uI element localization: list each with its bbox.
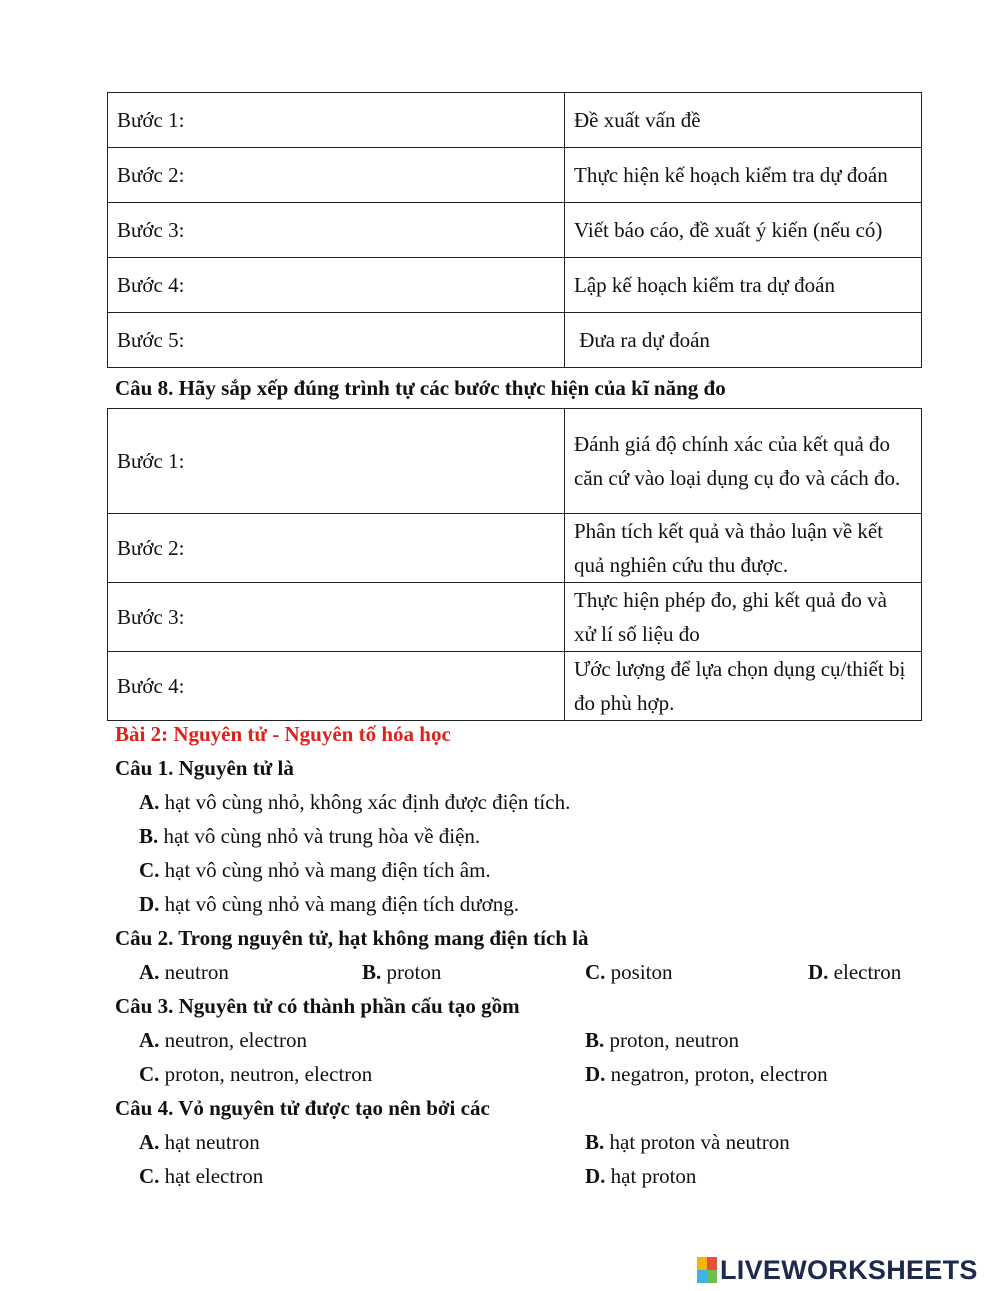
logo-mark-icon xyxy=(697,1257,717,1283)
question-1-option-a xyxy=(139,788,570,816)
option-letter: B. xyxy=(585,1130,605,1154)
question-4-option-d xyxy=(585,1162,696,1190)
table-row xyxy=(108,652,922,721)
option-letter: D. xyxy=(808,960,829,984)
question-2-option-a xyxy=(139,958,229,986)
option-text: hạt vô cùng nhỏ, không xác định được điện tích. xyxy=(159,790,571,814)
question-1-title: Câu 1. Nguyên tử là xyxy=(115,756,294,780)
option-letter: C. xyxy=(139,1164,160,1188)
table-row xyxy=(108,409,922,514)
table-row xyxy=(108,258,922,313)
step-label: Bước 3: xyxy=(108,203,565,258)
step-label: Bước 1: xyxy=(108,93,565,148)
logo-square-icon xyxy=(697,1257,707,1270)
option-text: neutron xyxy=(159,960,229,984)
question-2-option-b xyxy=(362,958,441,986)
logo-square-icon xyxy=(707,1270,717,1283)
option-letter: D. xyxy=(585,1062,606,1086)
lesson-title: Bài 2: Nguyên tử - Nguyên tố hóa học xyxy=(115,722,451,746)
steps-table-2 xyxy=(107,408,922,721)
option-letter: B. xyxy=(585,1028,605,1052)
table-row xyxy=(108,514,922,583)
option-letter: A. xyxy=(139,1028,160,1052)
option-text: hạt vô cùng nhỏ và trung hòa về điện. xyxy=(158,824,481,848)
question-8-title: Câu 8. Hãy sắp xếp đúng trình tự các bước thực hiện của kĩ năng đo xyxy=(115,376,726,400)
option-letter: D. xyxy=(585,1164,606,1188)
step-description: Viết báo cáo, đề xuất ý kiến (nếu có) xyxy=(565,203,922,258)
option-text: proton, neutron xyxy=(604,1028,739,1052)
option-letter: C. xyxy=(139,858,160,882)
step-label: Bước 4: xyxy=(108,258,565,313)
option-letter: B. xyxy=(362,960,382,984)
option-text: neutron, electron xyxy=(159,1028,307,1052)
question-2-option-d xyxy=(808,958,901,986)
question-2-title: Câu 2. Trong nguyên tử, hạt không mang điện tích là xyxy=(115,926,589,950)
step-label: Bước 4: xyxy=(108,652,565,721)
liveworksheets-logo xyxy=(697,1254,978,1286)
option-text: hạt electron xyxy=(159,1164,264,1188)
table-row xyxy=(108,313,922,368)
step-label: Bước 2: xyxy=(108,514,565,583)
question-3-option-b xyxy=(585,1026,739,1054)
step-description: Phân tích kết quả và thảo luận về kết quả nghiên cứu thu được. xyxy=(565,514,922,583)
option-text: hạt neutron xyxy=(159,1130,260,1154)
question-3-option-c xyxy=(139,1060,372,1088)
option-text: hạt vô cùng nhỏ và mang điện tích âm. xyxy=(159,858,491,882)
table-row xyxy=(108,203,922,258)
step-description: Thực hiện kế hoạch kiểm tra dự đoán xyxy=(565,148,922,203)
logo-square-icon xyxy=(697,1270,707,1283)
step-label: Bước 1: xyxy=(108,409,565,514)
option-text: hạt proton xyxy=(605,1164,697,1188)
option-letter: D. xyxy=(139,892,160,916)
table-row xyxy=(108,93,922,148)
question-1-option-d xyxy=(139,890,519,918)
logo-text: LIVEWORKSHEETS xyxy=(720,1254,978,1285)
option-letter: A. xyxy=(139,960,160,984)
option-text: hạt proton và neutron xyxy=(604,1130,790,1154)
step-label: Bước 5: xyxy=(108,313,565,368)
option-text: positon xyxy=(605,960,673,984)
option-text: proton xyxy=(381,960,442,984)
question-3-title: Câu 3. Nguyên tử có thành phần cấu tạo gồm xyxy=(115,994,520,1018)
step-label: Bước 3: xyxy=(108,583,565,652)
question-1-option-b xyxy=(139,822,480,850)
question-4-title: Câu 4. Vỏ nguyên tử được tạo nên bởi các xyxy=(115,1096,490,1120)
option-text: negatron, proton, electron xyxy=(605,1062,828,1086)
step-description: Đưa ra dự đoán xyxy=(565,313,922,368)
logo-square-icon xyxy=(707,1257,717,1270)
step-label: Bước 2: xyxy=(108,148,565,203)
question-1-option-c xyxy=(139,856,491,884)
table-row xyxy=(108,583,922,652)
option-letter: A. xyxy=(139,1130,160,1154)
step-description: Đề xuất vấn đề xyxy=(565,93,922,148)
table-row xyxy=(108,148,922,203)
question-3-option-d xyxy=(585,1060,828,1088)
option-letter: C. xyxy=(139,1062,160,1086)
step-description: Đánh giá độ chính xác của kết quả đo căn cứ vào loại dụng cụ đo và cách đo. xyxy=(565,409,922,514)
steps-table-1 xyxy=(107,92,922,368)
step-description: Lập kế hoạch kiểm tra dự đoán xyxy=(565,258,922,313)
question-2-option-c xyxy=(585,958,673,986)
option-letter: B. xyxy=(139,824,159,848)
option-letter: C. xyxy=(585,960,606,984)
question-4-option-a xyxy=(139,1128,260,1156)
question-3-option-a xyxy=(139,1026,307,1054)
question-4-option-c xyxy=(139,1162,263,1190)
question-4-option-b xyxy=(585,1128,790,1156)
option-letter: A. xyxy=(139,790,160,814)
step-description: Ước lượng để lựa chọn dụng cụ/thiết bị đo phù hợp. xyxy=(565,652,922,721)
option-text: electron xyxy=(828,960,902,984)
option-text: hạt vô cùng nhỏ và mang điện tích dương. xyxy=(159,892,520,916)
option-text: proton, neutron, electron xyxy=(159,1062,373,1086)
step-description: Thực hiện phép đo, ghi kết quả đo và xử lí số liệu đo xyxy=(565,583,922,652)
